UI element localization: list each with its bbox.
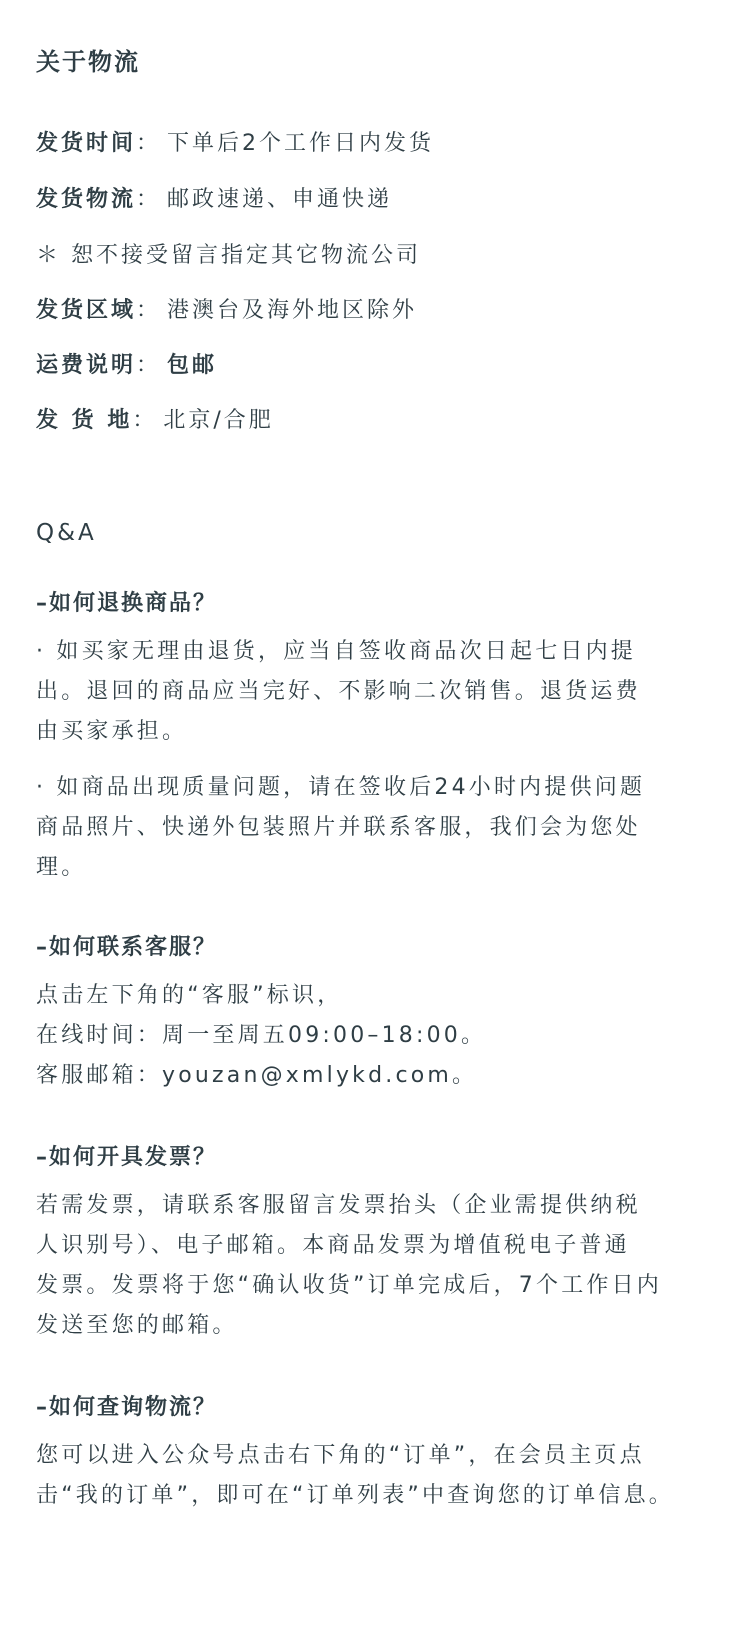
answer-line: 在线时间：周一至周五09:00–18:00。 — [36, 1023, 487, 1048]
row-sep: ： — [132, 408, 158, 433]
row-value: 包邮 — [167, 353, 218, 378]
row-label: 发 货 地 — [36, 408, 133, 433]
answer-line: 发票。发票将于您“确认收货”订单完成后，7个工作日内 — [36, 1273, 662, 1298]
freight-row — [36, 348, 217, 379]
answer-line: 人识别号）、电子邮箱。本商品发票为增值税电子普通 — [36, 1233, 630, 1258]
answer-line: 您可以进入公众号点击右下角的“订单”，在会员主页点 — [36, 1443, 645, 1468]
answer-line: 出。退回的商品应当完好、不影响二次销售。退货运费 — [36, 679, 641, 704]
row-value: 邮政速递、申通快递 — [167, 187, 393, 212]
answer-line: 击“我的订单”，即可在“订单列表”中查询您的订单信息。 — [36, 1483, 674, 1508]
row-label: 运费说明 — [36, 353, 137, 378]
carrier-note-row — [36, 238, 421, 269]
answer-line: 若需发票，请联系客服留言发票抬头（企业需提供纳税 — [36, 1193, 641, 1218]
ship-from-row — [36, 403, 274, 434]
question-heading: –如何查询物流？ — [36, 1395, 218, 1420]
qa-title: Q&A — [36, 520, 97, 546]
row-label: 发货时间 — [36, 131, 137, 156]
row-sep: ： — [136, 187, 162, 212]
row-label: 发货区域 — [36, 298, 137, 323]
row-value: 港澳台及海外地区除外 — [167, 298, 418, 323]
shipping-area-row — [36, 293, 417, 324]
answer-line: · 如商品出现质量问题，请在签收后24小时内提供问题 — [36, 775, 646, 800]
answer-line: · 如买家无理由退货，应当自签收商品次日起七日内提 — [36, 639, 636, 664]
row-sep: ： — [136, 353, 162, 378]
row-sep: ： — [136, 131, 162, 156]
row-sep: ： — [136, 298, 162, 323]
logistics-title: 关于物流 — [36, 48, 140, 76]
question-heading: –如何开具发票？ — [36, 1145, 218, 1170]
row-value: 北京/合肥 — [163, 408, 274, 433]
answer-line: 商品照片、快递外包装照片并联系客服，我们会为您处 — [36, 815, 641, 840]
question-heading: –如何退换商品？ — [36, 591, 218, 616]
shipping-carrier-row — [36, 182, 392, 213]
row-value: 下单后2个工作日内发货 — [167, 131, 435, 156]
answer-line: 理。 — [36, 855, 87, 880]
answer-line: 发送至您的邮箱。 — [36, 1313, 238, 1338]
shipping-time-row — [36, 126, 434, 157]
answer-line: 由买家承担。 — [36, 719, 188, 744]
answer-line: 点击左下角的“客服”标识， — [36, 983, 343, 1008]
row-label: 发货物流 — [36, 187, 137, 212]
question-heading: –如何联系客服？ — [36, 935, 218, 960]
row-value: ＊ 恕不接受留言指定其它物流公司 — [36, 243, 421, 268]
answer-line: 客服邮箱：youzan@xmlykd.com。 — [36, 1063, 478, 1088]
